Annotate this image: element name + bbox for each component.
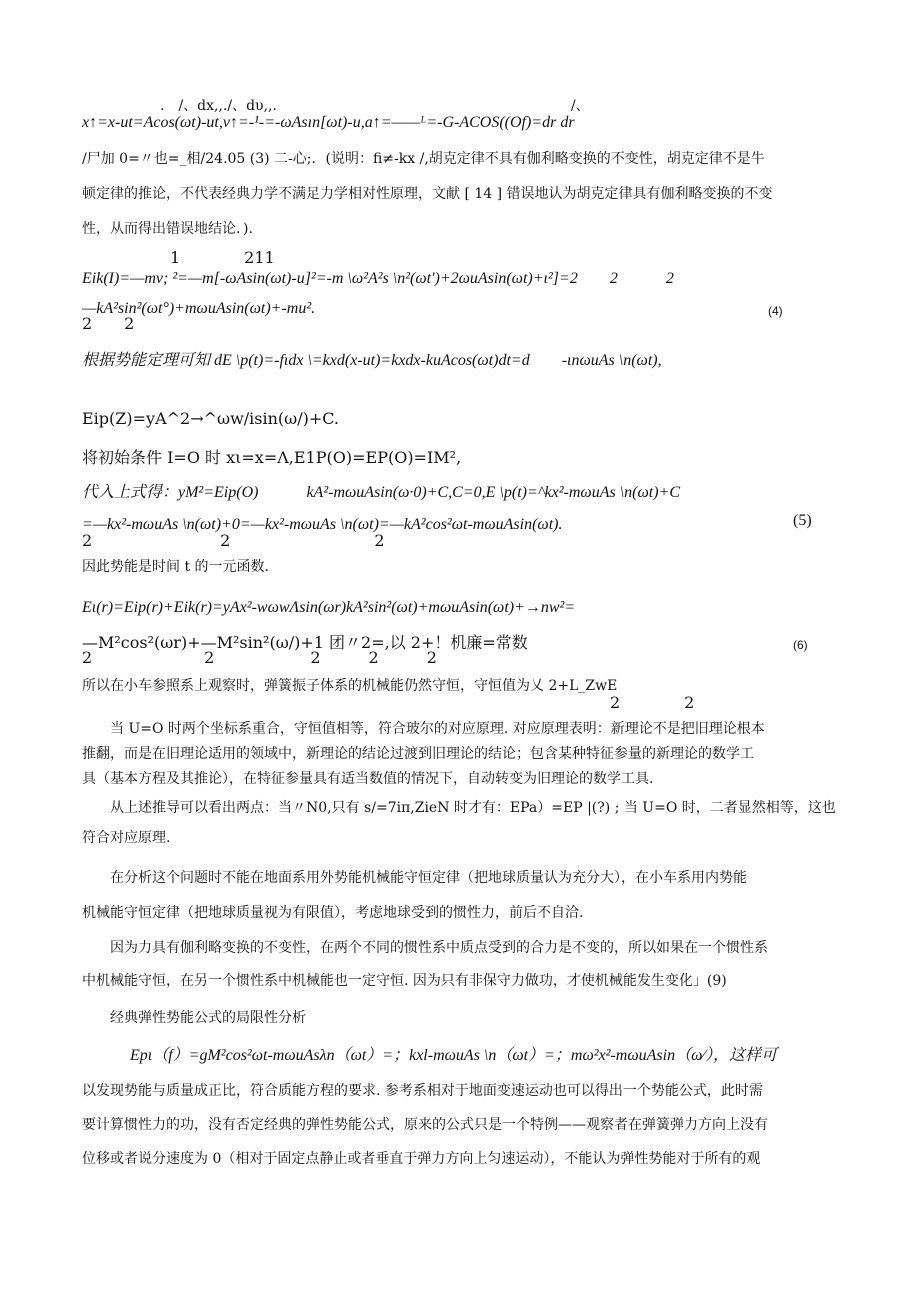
paragraph-6-line-4: 位移或者说分速度为 0（相对于固定点静止或者垂直于弹力方向上匀速运动），不能认为弹性势能对于所有的观 xyxy=(82,1151,761,1167)
text-line-3: /尸加 0=〃也=_相/24.05 (3) 二-心;．(说明：fi≠-kx /,胡克定律不具有伽利略变换的不变性，胡克定律不是牛 xyxy=(82,151,765,167)
equation-number-4: (4) xyxy=(768,304,783,318)
formula-line-12: =—kx²-mωuAs \n(ωt)+0=—kx²-mωuAs \n(ωt)=—kA²cos²ωt-mωuAsin(ωt). xyxy=(82,516,563,533)
paragraph-6-line-3: 要计算惯性力的功，没有否定经典的弹性势能公式，原来的公式只是一个特例——观察者在弹簧弹力方向上没有 xyxy=(82,1117,768,1133)
text-line-13: 因此势能是时间 t 的一元函数. xyxy=(82,559,269,575)
equation-number-6: (6) xyxy=(793,638,808,652)
paragraph-4-line-1: 因为力具有伽利略变换的不变性，在两个不同的惯性系中质点受到的合力是不变的，所以如果在一个惯性系 xyxy=(82,940,768,956)
paragraph-1-line-1: 当 U=O 时两个坐标系重合，守恒值相等，符合玻尔的对应原理. 对应原理表明：新理论不是把旧理论根本 xyxy=(82,721,765,737)
formula-line-8: 根据势能定理可知 dE \p(t)=-fιdx \=kxd(x-ut)=kxdx-kuAcos(ωt)dt=d -ιnωuAs \n(ωt), xyxy=(82,352,662,369)
equation-number-5: (5) xyxy=(793,512,812,529)
formula-line-7-subscript: 2 2 xyxy=(82,314,135,333)
text-line-16: 所以在小车参照系上观察时，弹簧振子体系的机械能仍然守恒，守恒值为乂 2+L_ZwE xyxy=(82,678,618,694)
formula-line-15: —M²cos²(ωr)+—M²sin²(ω∕)+1 团〃2=,以 2+！机廉=常数 xyxy=(82,633,528,652)
paragraph-3-line-1: 在分析这个问题时不能在地面系用外势能机械能守恒定律（把地球质量认为充分大），在小车系用内势能 xyxy=(82,870,747,886)
formula-line-7: —kA²sin²(ωt°)+mωuAsin(ωt)+-mu². xyxy=(82,300,316,317)
paragraph-1-line-2: 推翻，而是在旧理论适用的领域中，新理论的结论过渡到旧理论的结论；包含某种特征参量的新理论的数学工 xyxy=(82,746,754,762)
formula-line-15-subscript: 2 2 2 2 2 xyxy=(82,648,437,667)
formula-line-9: Eip(Z)=yA^2→^ωw∕isin(ω∕)+C. xyxy=(82,409,340,428)
text-line-5: 性，从而得出错误地结论．). xyxy=(82,221,253,237)
text-line-4: 顿定律的推论，不代表经典力学不满足力学相对性原理，文献 [ 14 ] 错误地认为胡克定律具有伽利略变换的不变 xyxy=(82,186,773,202)
formula-line-1: . /、dx,,./、dυ,,. /、 xyxy=(160,98,590,114)
formula-line-6-superscript: 1 211 xyxy=(170,248,275,267)
text-line-16-subscript: 2 2 xyxy=(610,693,695,712)
formula-line-10: 将初始条件 I=O 时 xι=x=Λ,E1P(O)=EP(O)=IM², xyxy=(82,448,462,467)
paragraph-1-line-3: 具（基本方程及其推论），在特征参量具有适当数值的情况下，自动转变为旧理论的数学工具. xyxy=(82,771,654,787)
section-heading: 经典弹性势能公式的局限性分析 xyxy=(82,1010,306,1026)
paragraph-2-line-1: 从上述推导可以看出两点：当〃N0,只有 s∕=7iπ,ZieN 时才有：EPa）=EP |(?) ; 当 U=O 时，二者显然相等，这也 xyxy=(82,800,836,816)
paragraph-4-line-2: 中机械能守恒，在另一个惯性系中机械能也一定守恒. 因为只有非保守力做功，才使机械能发生变化」(9) xyxy=(82,973,727,989)
paragraph-3-line-2: 机械能守恒定律（把地球质量视为有限值），考虑地球受到的惯性力，前后不自洽. xyxy=(82,905,584,921)
formula-line-6: Eik(I)=—mv; ²=—m[-ωAsin(ωt)-u]²=-m \ω²A²s \n²(ωt')+2ωuAsin(ωt)+ι²]=2 2 2 xyxy=(82,270,674,287)
formula-line-12-subscript: 2 2 2 xyxy=(82,531,385,550)
paragraph-6-line-1: Epι（f）=gM²cos²ωt-mωuAsλn（ωt）=；kxl-mωuAs \n（ωt）=；mω²x²-mωuAsin（ω∕），这样可 xyxy=(82,1047,778,1064)
paragraph-2-line-2: 符合对应原理. xyxy=(82,830,171,846)
paragraph-6-line-2: 以发现势能与质量成正比，符合质能方程的要求. 参考系相对于地面变速运动也可以得出一个势能公式，此时需 xyxy=(82,1083,763,1099)
formula-line-2: x↑=x-ut=Acos(ωt)-ut,v↑=-¹-=-ωAsın[ωt)-u,a↑=——ᴸ=-G-ACOS((Of)=dr dr xyxy=(82,114,575,131)
formula-line-11: 代入上式得：yM²=Eip(O) kA²-mωuAsin(ω·0)+C,C=0,E \p(t)=^kx²-mωuAs \n(ωt)+C xyxy=(82,484,681,501)
formula-line-14: Eι(r)=Eip(r)+Eik(r)=yAx²-wωwΛsin(ωr)kA²sin²(ωt)+mωuAsin(ωt)+→nw²= xyxy=(82,599,576,616)
